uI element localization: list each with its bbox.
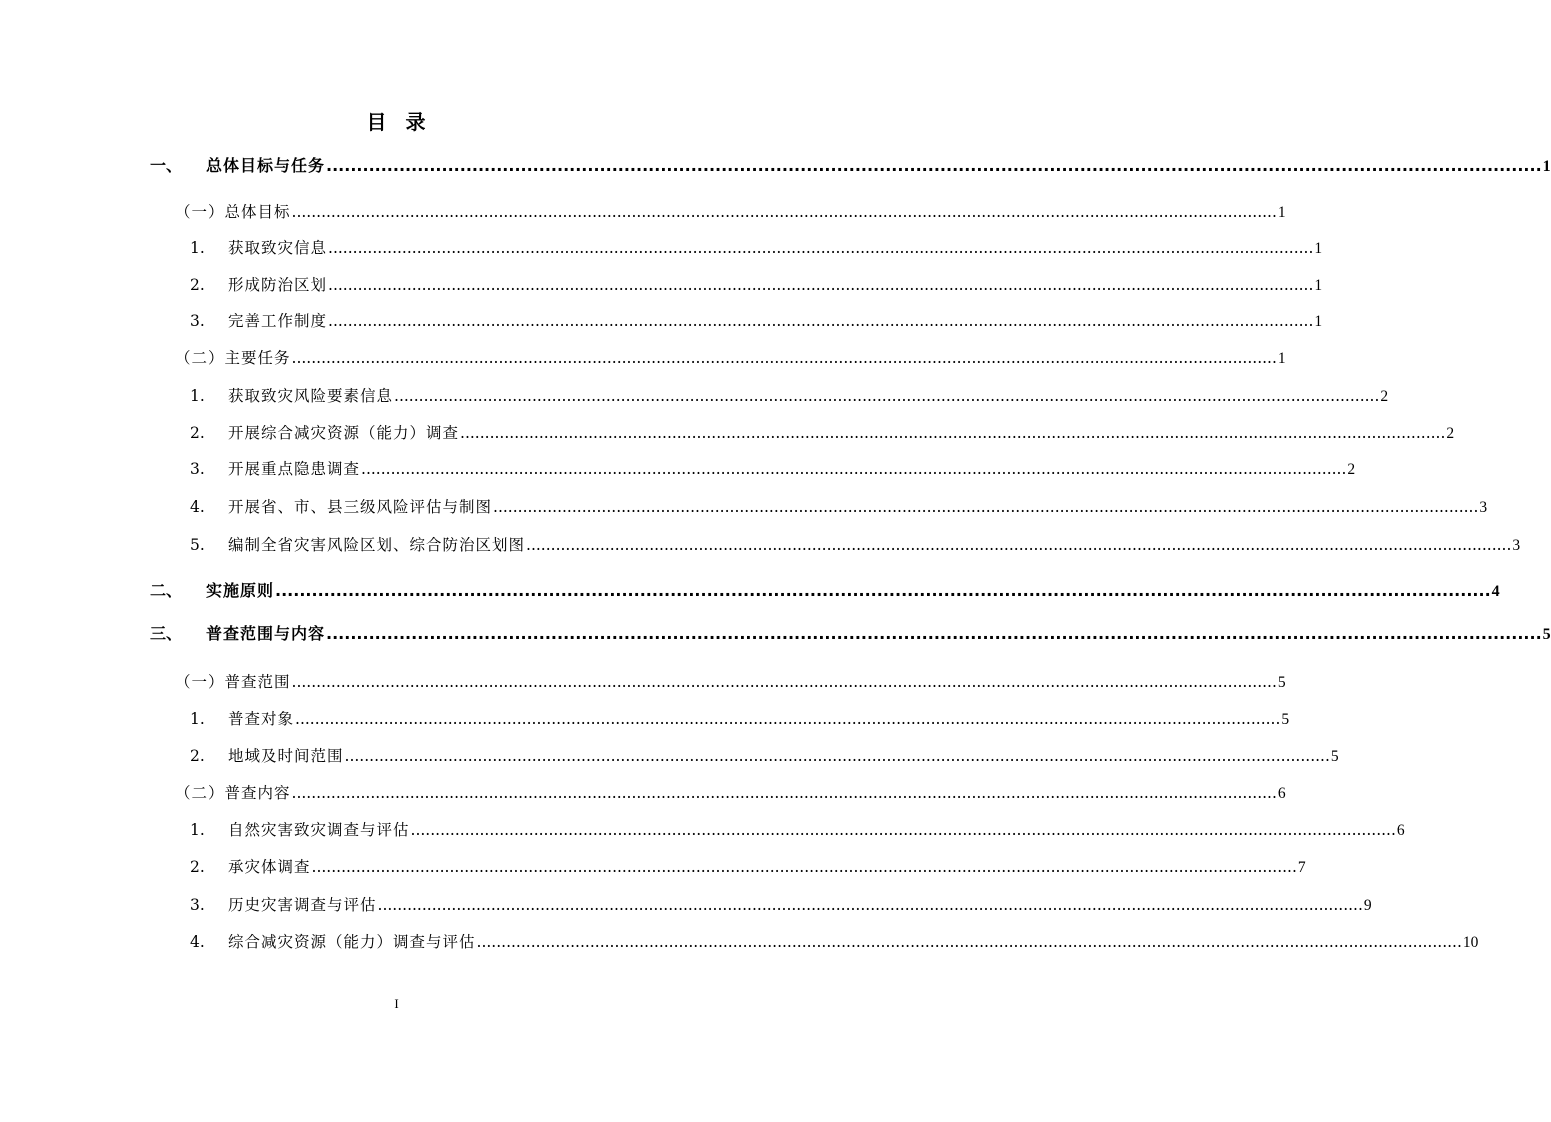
toc-entry-number: 1.: [190, 387, 205, 405]
toc-entry-title: （二）普查内容: [175, 784, 291, 802]
toc-dot-leader: ........................................................................................................................................................................................................: [493, 498, 1479, 516]
toc-entry[interactable]: [150, 622, 1551, 646]
toc-dot-leader: ........................................................................................................................................................................................................: [328, 239, 1314, 257]
toc-entry-number: 三、: [150, 624, 183, 643]
toc-entry-title: 编制全省灾害风险区划、综合防治区划图: [228, 536, 526, 554]
toc-entry-number: 1.: [190, 710, 205, 728]
toc-dot-leader: ........................................................................................................................................................................................................: [344, 747, 1330, 765]
toc-entry[interactable]: [190, 707, 1290, 731]
toc-entry-page: 6: [1396, 822, 1405, 839]
toc-entry-page: 1: [1314, 277, 1323, 294]
toc-entry-number: 3.: [190, 460, 205, 478]
toc-entry-title: 总体目标与任务: [206, 156, 326, 175]
toc-entry-page: 4: [1491, 583, 1500, 600]
toc-entry[interactable]: [190, 533, 1521, 557]
toc-dot-leader: ........................................................................................................................................................................................................: [311, 858, 1297, 876]
toc-entry-title: 形成防治区划: [228, 276, 328, 294]
toc-entry[interactable]: [190, 384, 1389, 408]
toc-entry-title: 获取致灾信息: [228, 239, 328, 257]
toc-entry-number: 4.: [190, 933, 205, 951]
toc-dot-leader: ........................................................................................................................................................................................................: [295, 710, 1281, 728]
toc-entry-title: 开展省、市、县三级风险评估与制图: [228, 498, 493, 516]
toc-entry[interactable]: [150, 579, 1500, 603]
toc-entry-page: 7: [1297, 859, 1306, 876]
toc-entry-number: 2.: [190, 747, 205, 765]
toc-entry-page: 3: [1479, 499, 1488, 516]
toc-dot-leader: ........................................................................................................................................................................................................: [394, 387, 1380, 405]
toc-entry[interactable]: [150, 154, 1551, 178]
toc-entry[interactable]: [190, 309, 1323, 333]
toc-entry-title: 普查范围与内容: [206, 624, 326, 643]
toc-entry-page: 1: [1277, 350, 1286, 367]
toc-entry[interactable]: [190, 893, 1372, 917]
toc-entry[interactable]: [175, 781, 1286, 805]
toc-entry[interactable]: [190, 421, 1455, 445]
toc-dot-leader: ........................................................................................................................................................................................................: [291, 784, 1277, 802]
toc-entry-number: 2.: [190, 276, 205, 294]
toc-entry-title: 开展重点隐患调查: [228, 460, 361, 478]
toc-entry-title: 历史灾害调查与评估: [228, 896, 377, 914]
footer-page-number: I: [394, 996, 399, 1011]
toc-dot-leader: ........................................................................................................................................................................................................: [460, 424, 1446, 442]
toc-dot-leader: ........................................................................................................................................................................................................: [291, 203, 1277, 221]
toc-entry-number: 3.: [190, 896, 205, 914]
toc-entry[interactable]: [175, 670, 1286, 694]
toc-dot-leader: ........................................................................................................................................................................................................: [326, 156, 1542, 175]
toc-entry[interactable]: [175, 200, 1286, 224]
toc-entry-number: 3.: [190, 312, 205, 330]
toc-entry-page: 5: [1281, 711, 1290, 728]
toc-entry-title: 获取致灾风险要素信息: [228, 387, 394, 405]
toc-dot-leader: ........................................................................................................................................................................................................: [275, 581, 1491, 600]
toc-entry[interactable]: [190, 855, 1306, 879]
toc-entry-number: 4.: [190, 498, 205, 516]
toc-entry-number: 5.: [190, 536, 205, 554]
toc-entry-page: 5: [1277, 674, 1286, 691]
toc-entry-number: 1.: [190, 239, 205, 257]
toc-entry-number: 1.: [190, 821, 205, 839]
toc-entry[interactable]: [190, 744, 1339, 768]
toc-entry-page: 1: [1542, 158, 1551, 175]
toc-dot-leader: ........................................................................................................................................................................................................: [526, 536, 1512, 554]
toc-entry-page: 1: [1277, 204, 1286, 221]
toc-entry-page: 2: [1446, 425, 1455, 442]
toc-entry[interactable]: [190, 273, 1323, 297]
toc-entry-page: 6: [1277, 785, 1286, 802]
toc-entry-number: 2.: [190, 858, 205, 876]
toc-entry-title: 自然灾害致灾调查与评估: [228, 821, 410, 839]
toc-entry-title: 开展综合减灾资源（能力）调查: [228, 424, 460, 442]
toc-dot-leader: ........................................................................................................................................................................................................: [328, 276, 1314, 294]
toc-entry[interactable]: [190, 495, 1488, 519]
toc-dot-leader: ........................................................................................................................................................................................................: [476, 933, 1462, 951]
toc-entry[interactable]: [175, 346, 1286, 370]
toc-entry[interactable]: [190, 236, 1323, 260]
toc-entry-page: 3: [1512, 537, 1521, 554]
toc-entry-title: 地域及时间范围: [228, 747, 344, 765]
toc-entry-page: 10: [1462, 934, 1479, 951]
toc-entry-title: 普查对象: [228, 710, 295, 728]
toc-entry-number: 2.: [190, 424, 205, 442]
toc-entry[interactable]: [190, 457, 1356, 481]
toc-dot-leader: ........................................................................................................................................................................................................: [361, 460, 1347, 478]
toc-dot-leader: ........................................................................................................................................................................................................: [291, 349, 1277, 367]
toc-entry-page: 5: [1542, 626, 1551, 643]
toc-entry-page: 2: [1347, 461, 1356, 478]
toc-entry-page: 5: [1330, 748, 1339, 765]
toc-dot-leader: ........................................................................................................................................................................................................: [377, 896, 1363, 914]
toc-entry-title: 综合减灾资源（能力）调查与评估: [228, 933, 476, 951]
toc-entry-title: （一）总体目标: [175, 203, 291, 221]
toc-entry-page: 1: [1314, 313, 1323, 330]
toc-entry-title: 完善工作制度: [228, 312, 328, 330]
toc-entry-title: 实施原则: [206, 581, 275, 600]
toc-dot-leader: ........................................................................................................................................................................................................: [410, 821, 1396, 839]
toc-entry[interactable]: [190, 818, 1405, 842]
toc-dot-leader: ........................................................................................................................................................................................................: [328, 312, 1314, 330]
toc-dot-leader: ........................................................................................................................................................................................................: [326, 624, 1542, 643]
toc-entry-number: 二、: [150, 581, 183, 600]
toc-entry-number: 一、: [150, 156, 183, 175]
toc-entry-title: 承灾体调查: [228, 858, 311, 876]
toc-entry-page: 1: [1314, 240, 1323, 257]
toc-dot-leader: ........................................................................................................................................................................................................: [291, 673, 1277, 691]
page-title-part-2: 录: [405, 110, 427, 134]
toc-entry[interactable]: [190, 930, 1479, 954]
toc-entry-title: （一）普查范围: [175, 673, 291, 691]
toc-entry-page: 9: [1363, 897, 1372, 914]
toc-entry-page: 2: [1380, 388, 1389, 405]
toc-entry-title: （二）主要任务: [175, 349, 291, 367]
page-title-part-1: 目: [366, 110, 388, 134]
